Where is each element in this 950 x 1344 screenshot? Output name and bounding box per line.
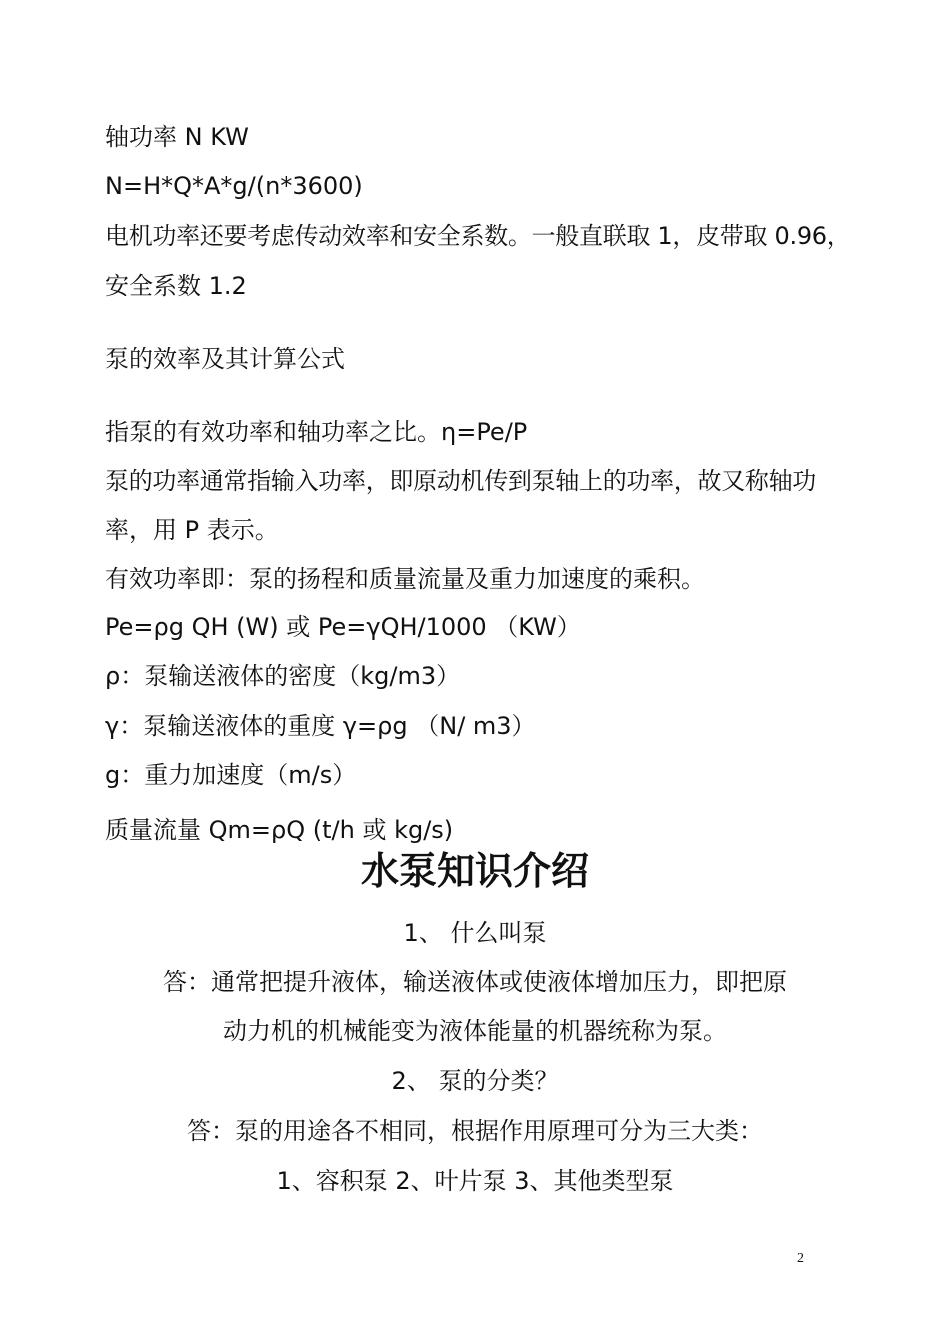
answer-1-line-1: 答：通常把提升液体，输送液体或使液体增加压力，即把原	[163, 968, 787, 996]
text-line-safety-factor: 安全系数 1.2	[105, 272, 247, 300]
text-line-efficiency-definition: 指泵的有效功率和轴功率之比。η=Pe/P	[105, 418, 528, 446]
text-line-input-power-cont: 率，用 P 表示。	[105, 516, 279, 544]
text-line-input-power: 泵的功率通常指输入功率，即原动机传到泵轴上的功率，故又称轴功	[105, 467, 816, 495]
text-line-gravity: g：重力加速度（m/s）	[105, 761, 357, 789]
answer-1-line-2: 动力机的机械能变为液体能量的机器统称为泵。	[223, 1017, 727, 1045]
text-line-shaft-power: 轴功率 N KW	[105, 123, 249, 151]
page-number: 2	[797, 1251, 804, 1266]
text-line-effective-power: 有效功率即：泵的扬程和质量流量及重力加速度的乘积。	[105, 565, 705, 593]
text-line-motor-power: 电机功率还要考虑传动效率和安全系数。一般直联取 1，皮带取 0.96，	[105, 222, 851, 250]
text-line-specific-weight: γ：泵输送液体的重度 γ=ρg （N/ m3）	[105, 712, 536, 740]
text-line-efficiency-heading: 泵的效率及其计算公式	[105, 345, 345, 373]
text-line-shaft-power-formula: N=H*Q*A*g/(n*3600)	[105, 172, 363, 200]
question-2: 2、 泵的分类？	[391, 1067, 559, 1095]
text-line-effective-power-formula: Pe=ρg QH (W) 或 Pe=γQH/1000 （KW）	[105, 613, 581, 641]
question-1: 1、 什么叫泵	[403, 919, 547, 947]
answer-2-line-2: 1、容积泵 2、叶片泵 3、其他类型泵	[276, 1167, 674, 1195]
text-line-density: ρ：泵输送液体的密度（kg/m3）	[105, 662, 461, 690]
text-line-mass-flow: 质量流量 Qm=ρQ (t/h 或 kg/s)	[105, 816, 454, 844]
answer-2-line-1: 答：泵的用途各不相同，根据作用原理可分为三大类：	[187, 1117, 763, 1145]
section-title: 水泵知识介绍	[360, 848, 589, 893]
